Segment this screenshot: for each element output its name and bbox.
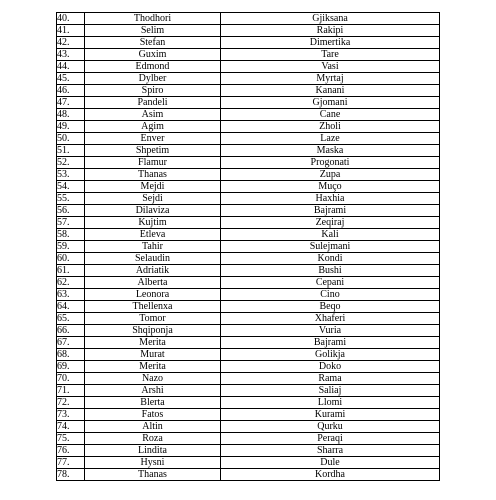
row-number: 57. xyxy=(57,217,85,229)
table-row xyxy=(57,289,440,301)
row-number: 55. xyxy=(57,193,85,205)
row-number: 75. xyxy=(57,433,85,445)
last-name-cell: Qurku xyxy=(221,421,440,433)
first-name-cell: Thellenxa xyxy=(85,301,221,313)
last-name-cell: Rama xyxy=(221,373,440,385)
last-name-cell: Vasi xyxy=(221,61,440,73)
row-number: 41. xyxy=(57,25,85,37)
first-name-cell: Hysni xyxy=(85,457,221,469)
last-name-cell: Doko xyxy=(221,361,440,373)
table-row xyxy=(57,361,440,373)
last-name-cell: Myrtaj xyxy=(221,73,440,85)
table-row xyxy=(57,265,440,277)
last-name-cell: Cepani xyxy=(221,277,440,289)
row-number: 45. xyxy=(57,73,85,85)
table-row xyxy=(57,433,440,445)
first-name-cell: Selaudin xyxy=(85,253,221,265)
table-row xyxy=(57,301,440,313)
last-name-cell: Xhaferi xyxy=(221,313,440,325)
last-name-cell: Dimertika xyxy=(221,37,440,49)
table-row xyxy=(57,409,440,421)
last-name-cell: Bajrami xyxy=(221,337,440,349)
table-row xyxy=(57,85,440,97)
table-row xyxy=(57,133,440,145)
table-row xyxy=(57,25,440,37)
table-row xyxy=(57,445,440,457)
row-number: 40. xyxy=(57,13,85,25)
first-name-cell: Fatos xyxy=(85,409,221,421)
row-number: 67. xyxy=(57,337,85,349)
table-row xyxy=(57,253,440,265)
first-name-cell: Thanas xyxy=(85,469,221,481)
first-name-cell: Dylber xyxy=(85,73,221,85)
last-name-cell: Kali xyxy=(221,229,440,241)
row-number: 42. xyxy=(57,37,85,49)
last-name-cell: Golikja xyxy=(221,349,440,361)
row-number: 76. xyxy=(57,445,85,457)
first-name-cell: Flamur xyxy=(85,157,221,169)
last-name-cell: Kordha xyxy=(221,469,440,481)
row-number: 73. xyxy=(57,409,85,421)
last-name-cell: Muço xyxy=(221,181,440,193)
table-row xyxy=(57,277,440,289)
first-name-cell: Tahir xyxy=(85,241,221,253)
row-number: 61. xyxy=(57,265,85,277)
first-name-cell: Etleva xyxy=(85,229,221,241)
last-name-cell: Gjiksana xyxy=(221,13,440,25)
table-row xyxy=(57,13,440,25)
table-row xyxy=(57,61,440,73)
last-name-cell: Vuria xyxy=(221,325,440,337)
first-name-cell: Guxim xyxy=(85,49,221,61)
last-name-cell: Kanani xyxy=(221,85,440,97)
last-name-cell: Zeqiraj xyxy=(221,217,440,229)
last-name-cell: Sulejmani xyxy=(221,241,440,253)
first-name-cell: Thanas xyxy=(85,169,221,181)
first-name-cell: Stefan xyxy=(85,37,221,49)
table-row xyxy=(57,457,440,469)
row-number: 43. xyxy=(57,49,85,61)
first-name-cell: Sejdi xyxy=(85,193,221,205)
table-row xyxy=(57,469,440,481)
first-name-cell: Spiro xyxy=(85,85,221,97)
last-name-cell: Llomi xyxy=(221,397,440,409)
table-row xyxy=(57,109,440,121)
table-row xyxy=(57,37,440,49)
row-number: 68. xyxy=(57,349,85,361)
first-name-cell: Enver xyxy=(85,133,221,145)
table-row xyxy=(57,121,440,133)
last-name-cell: Haxhia xyxy=(221,193,440,205)
table-row xyxy=(57,73,440,85)
first-name-cell: Alberta xyxy=(85,277,221,289)
table-row xyxy=(57,193,440,205)
row-number: 70. xyxy=(57,373,85,385)
last-name-cell: Zupa xyxy=(221,169,440,181)
row-number: 77. xyxy=(57,457,85,469)
names-table-body xyxy=(57,13,440,481)
row-number: 49. xyxy=(57,121,85,133)
row-number: 52. xyxy=(57,157,85,169)
row-number: 71. xyxy=(57,385,85,397)
first-name-cell: Edmond xyxy=(85,61,221,73)
last-name-cell: Bajrami xyxy=(221,205,440,217)
row-number: 56. xyxy=(57,205,85,217)
row-number: 78. xyxy=(57,469,85,481)
last-name-cell: Rakipi xyxy=(221,25,440,37)
first-name-cell: Leonora xyxy=(85,289,221,301)
first-name-cell: Asim xyxy=(85,109,221,121)
row-number: 59. xyxy=(57,241,85,253)
row-number: 47. xyxy=(57,97,85,109)
first-name-cell: Selim xyxy=(85,25,221,37)
first-name-cell: Nazo xyxy=(85,373,221,385)
last-name-cell: Gjomani xyxy=(221,97,440,109)
row-number: 46. xyxy=(57,85,85,97)
last-name-cell: Peraqi xyxy=(221,433,440,445)
table-row xyxy=(57,373,440,385)
row-number: 74. xyxy=(57,421,85,433)
row-number: 69. xyxy=(57,361,85,373)
names-table xyxy=(56,12,440,481)
row-number: 62. xyxy=(57,277,85,289)
table-row xyxy=(57,205,440,217)
table-row xyxy=(57,97,440,109)
first-name-cell: Roza xyxy=(85,433,221,445)
first-name-cell: Merita xyxy=(85,361,221,373)
table-row xyxy=(57,313,440,325)
last-name-cell: Saliaj xyxy=(221,385,440,397)
table-row xyxy=(57,229,440,241)
row-number: 64. xyxy=(57,301,85,313)
table-row xyxy=(57,181,440,193)
first-name-cell: Blerta xyxy=(85,397,221,409)
last-name-cell: Tare xyxy=(221,49,440,61)
last-name-cell: Beqo xyxy=(221,301,440,313)
table-row xyxy=(57,145,440,157)
table-row xyxy=(57,49,440,61)
last-name-cell: Kondi xyxy=(221,253,440,265)
table-row xyxy=(57,325,440,337)
row-number: 60. xyxy=(57,253,85,265)
first-name-cell: Mejdi xyxy=(85,181,221,193)
table-row xyxy=(57,397,440,409)
first-name-cell: Altin xyxy=(85,421,221,433)
last-name-cell: Laze xyxy=(221,133,440,145)
first-name-cell: Shqiponja xyxy=(85,325,221,337)
first-name-cell: Arshi xyxy=(85,385,221,397)
first-name-cell: Dilaviza xyxy=(85,205,221,217)
table-row xyxy=(57,349,440,361)
first-name-cell: Adriatik xyxy=(85,265,221,277)
row-number: 58. xyxy=(57,229,85,241)
table-row xyxy=(57,385,440,397)
last-name-cell: Zholi xyxy=(221,121,440,133)
table-row xyxy=(57,169,440,181)
table-row xyxy=(57,241,440,253)
first-name-cell: Tomor xyxy=(85,313,221,325)
last-name-cell: Maska xyxy=(221,145,440,157)
first-name-cell: Thodhori xyxy=(85,13,221,25)
last-name-cell: Cane xyxy=(221,109,440,121)
first-name-cell: Agim xyxy=(85,121,221,133)
first-name-cell: Lindita xyxy=(85,445,221,457)
last-name-cell: Sharra xyxy=(221,445,440,457)
row-number: 50. xyxy=(57,133,85,145)
table-row xyxy=(57,337,440,349)
row-number: 63. xyxy=(57,289,85,301)
table-row xyxy=(57,421,440,433)
first-name-cell: Merita xyxy=(85,337,221,349)
table-row xyxy=(57,157,440,169)
row-number: 51. xyxy=(57,145,85,157)
table-row xyxy=(57,217,440,229)
row-number: 66. xyxy=(57,325,85,337)
row-number: 54. xyxy=(57,181,85,193)
first-name-cell: Shpetim xyxy=(85,145,221,157)
last-name-cell: Cino xyxy=(221,289,440,301)
row-number: 48. xyxy=(57,109,85,121)
first-name-cell: Murat xyxy=(85,349,221,361)
last-name-cell: Kurami xyxy=(221,409,440,421)
row-number: 44. xyxy=(57,61,85,73)
row-number: 72. xyxy=(57,397,85,409)
row-number: 53. xyxy=(57,169,85,181)
last-name-cell: Progonati xyxy=(221,157,440,169)
first-name-cell: Kujtim xyxy=(85,217,221,229)
first-name-cell: Pandeli xyxy=(85,97,221,109)
last-name-cell: Dule xyxy=(221,457,440,469)
row-number: 65. xyxy=(57,313,85,325)
last-name-cell: Bushi xyxy=(221,265,440,277)
